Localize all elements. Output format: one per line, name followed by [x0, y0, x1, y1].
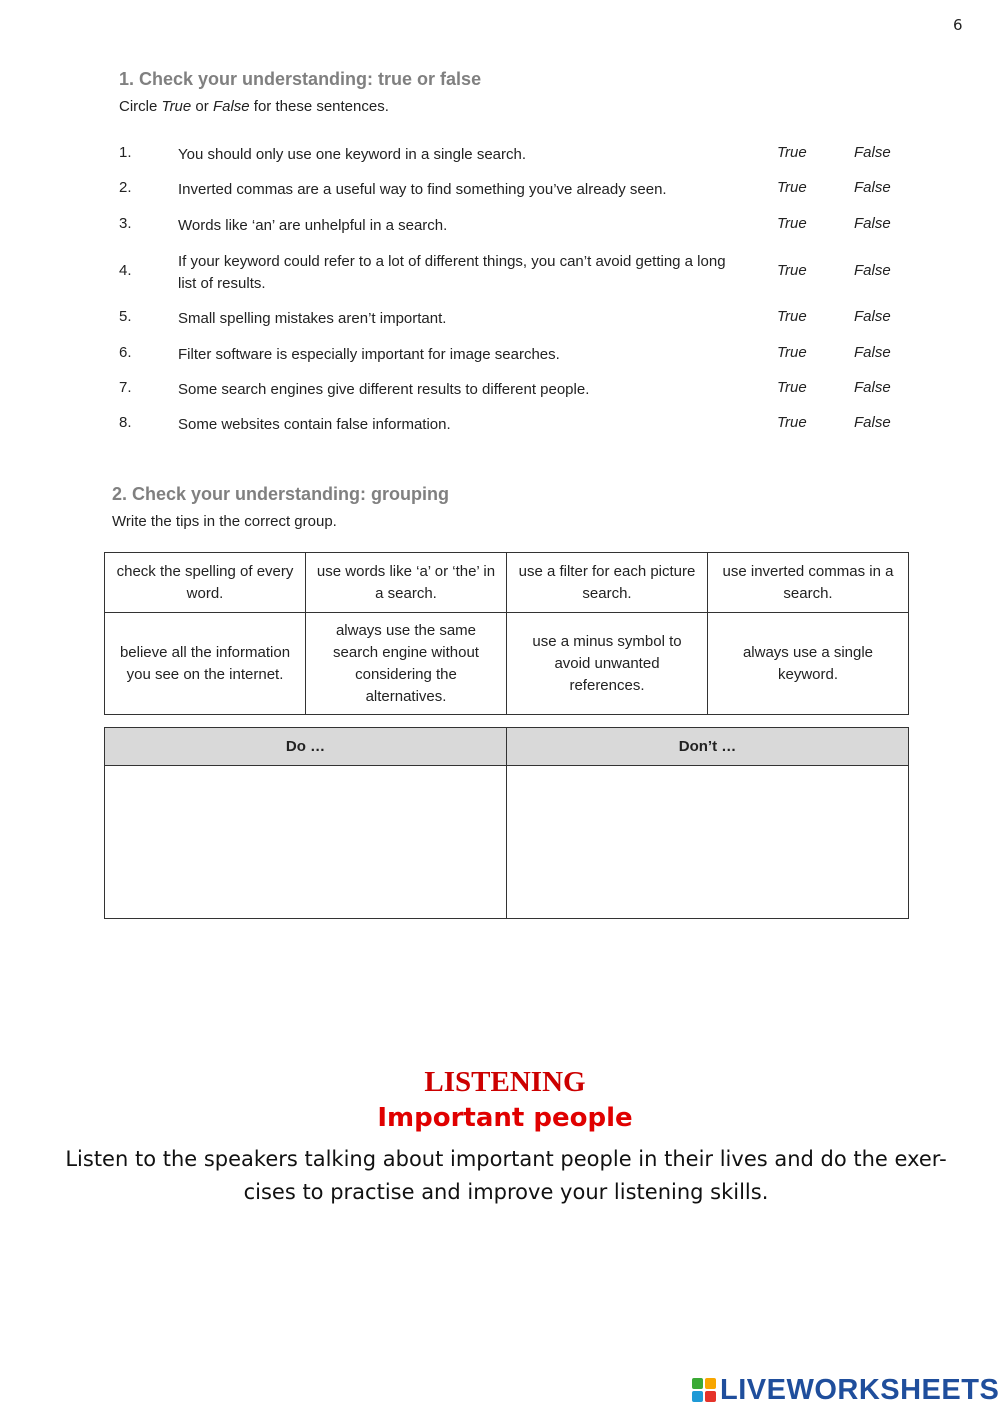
true-option[interactable]: True — [777, 308, 807, 325]
false-option[interactable]: False — [854, 215, 891, 232]
tip-cell[interactable]: use words like ‘a’ or ‘the’ in a search. — [306, 553, 507, 613]
section2-title: 2. Check your understanding: grouping — [112, 484, 450, 504]
tf-item-text: Inverted commas are a useful way to find something you’ve already seen. — [178, 181, 667, 198]
true-option[interactable]: True — [777, 414, 807, 431]
do-dont-table — [104, 727, 909, 919]
tip-cell[interactable]: always use a single keyword. — [708, 613, 909, 715]
true-option[interactable]: True — [777, 344, 807, 361]
true-option[interactable]: True — [777, 379, 807, 396]
dont-dropzone[interactable] — [507, 766, 908, 918]
do-dropzone[interactable] — [105, 766, 506, 918]
tips-table — [104, 552, 909, 715]
tip-cell[interactable]: believe all the information you see on the internet. — [105, 613, 306, 715]
tip-cell[interactable]: check the spelling of every word. — [105, 553, 306, 613]
tf-item-number: 4. — [119, 262, 132, 279]
tip-cell[interactable]: always use the same search engine without considering the alternatives. — [306, 613, 507, 715]
tf-item-number: 1. — [119, 144, 132, 161]
false-option[interactable]: False — [854, 344, 891, 361]
listening-title: LISTENING — [424, 1066, 586, 1098]
true-option[interactable]: True — [777, 262, 807, 279]
liveworksheets-logo-icon — [692, 1378, 716, 1402]
section2-instruction: Write the tips in the correct group. — [112, 513, 337, 530]
tf-item-text: Small spelling mistakes aren’t important. — [178, 310, 447, 327]
section1-instruction: Circle True or False for these sentences. — [119, 98, 389, 115]
do-header: Do … — [105, 728, 507, 766]
do-cell — [105, 766, 507, 919]
tf-item-text: Words like ‘an’ are unhelpful in a search. — [178, 217, 448, 234]
tf-item-number: 5. — [119, 308, 132, 325]
false-option[interactable]: False — [854, 179, 891, 196]
logo-square — [692, 1391, 703, 1402]
tf-item-number: 6. — [119, 344, 132, 361]
tf-item-text: Filter software is especially important for image searches. — [178, 346, 560, 363]
brand-name: LIVEWORKSHEETS — [720, 1373, 1000, 1406]
false-option[interactable]: False — [854, 144, 891, 161]
tf-item-number: 7. — [119, 379, 132, 396]
true-option[interactable]: True — [777, 215, 807, 232]
tf-item-text: Some websites contain false information. — [178, 416, 451, 433]
false-option[interactable]: False — [854, 379, 891, 396]
tf-item-text: You should only use one keyword in a single search. — [178, 146, 527, 163]
tip-cell[interactable]: use a filter for each picture search. — [507, 553, 708, 613]
section1-title: 1. Check your understanding: true or false — [119, 69, 482, 89]
true-option[interactable]: True — [777, 179, 807, 196]
dont-cell — [507, 766, 909, 919]
tf-item-number: 8. — [119, 414, 132, 431]
tip-cell[interactable]: use inverted commas in a search. — [708, 553, 909, 613]
false-option[interactable]: False — [854, 262, 891, 279]
liveworksheets-brand — [692, 1373, 999, 1407]
tf-item-text: Some search engines give different results to different people. — [178, 381, 590, 398]
false-option[interactable]: False — [854, 308, 891, 325]
tf-item-number: 3. — [119, 215, 132, 232]
logo-square — [692, 1378, 703, 1389]
true-option[interactable]: True — [777, 144, 807, 161]
page-number: 6 — [953, 16, 963, 34]
logo-square — [705, 1378, 716, 1389]
tf-item-number: 2. — [119, 179, 132, 196]
listening-subtitle: Important people — [377, 1103, 633, 1133]
logo-square — [705, 1391, 716, 1402]
tip-cell[interactable]: use a minus symbol to avoid unwanted references. — [507, 613, 708, 715]
false-option[interactable]: False — [854, 414, 891, 431]
tf-item-text: If your keyword could refer to a lot of different things, you can’t avoid getting a long list of results. — [178, 253, 726, 292]
listening-description: Listen to the speakers talking about important people in their lives and do the exer-cises to practise and improve your listening skills. — [65, 1147, 947, 1204]
dont-header: Don’t … — [507, 728, 909, 766]
